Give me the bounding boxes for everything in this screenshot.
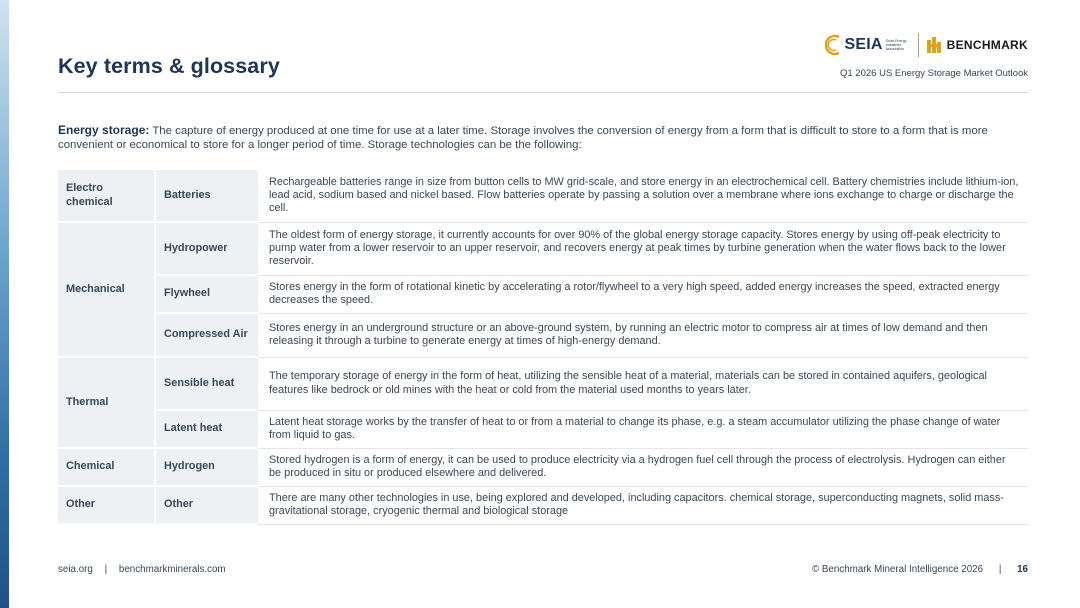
description-cell: Stored hydrogen is a form of energy, it can be used to produce electricity via a hydrogen fuel cell through the process of electrolysis. Hydrogen can either be produced in situ or produced elsewhere and delivered. <box>258 448 1028 486</box>
footer-separator: | <box>104 564 108 575</box>
description-cell: The temporary storage of energy in the form of heat, utilizing the sensible heat of a material, materials can be stored in contained aquifers, geological features like bedrock or old mines with the heat or cold from the material used months to years later. <box>258 357 1028 410</box>
footer-right <box>812 564 1028 575</box>
report-subtitle: Q1 2026 US Energy Storage Market Outlook <box>840 68 1028 79</box>
table-row <box>58 410 1028 448</box>
table-row <box>58 313 1028 357</box>
intro-paragraph <box>58 124 1026 152</box>
table-row <box>58 357 1028 410</box>
category-cell: Electro chemical <box>58 170 155 222</box>
description-cell: Latent heat storage works by the transfer of heat to or from a material to change its phase, e.g. a steam accumulator utilizing the phase change of water from liquid to gas. <box>258 410 1028 448</box>
benchmark-logo <box>927 37 1028 53</box>
category-cell: Chemical <box>58 448 155 486</box>
footer-separator: | <box>998 564 1002 575</box>
type-cell: Other <box>155 486 258 524</box>
type-cell: Batteries <box>155 170 258 222</box>
category-cell: Other <box>58 486 155 524</box>
category-cell: Mechanical <box>58 222 155 357</box>
type-cell: Hydrogen <box>155 448 258 486</box>
page-number: 16 <box>1017 564 1028 575</box>
partner-logos <box>825 30 1028 60</box>
seia-sun-icon <box>825 34 843 56</box>
benchmark-mark-icon <box>927 37 945 53</box>
type-cell: Sensible heat <box>155 357 258 410</box>
table-row <box>58 448 1028 486</box>
table-row <box>58 275 1028 313</box>
left-accent-stripe <box>0 0 9 608</box>
type-cell: Compressed Air <box>155 313 258 357</box>
seia-logo <box>825 30 911 60</box>
table-row <box>58 222 1028 275</box>
header-divider <box>58 92 1028 93</box>
description-cell: Stores energy in an underground structure or an above-ground system, by running an electric motor to compress air at times of low demand and then releasing it through a turbine to generate energy at times of high-energy demand. <box>258 313 1028 357</box>
footer-link-benchmark[interactable]: benchmarkminerals.com <box>118 564 226 575</box>
intro-term: Energy storage: <box>58 123 150 137</box>
page-title: Key terms & glossary <box>58 54 280 78</box>
type-cell: Latent heat <box>155 410 258 448</box>
type-cell: Flywheel <box>155 275 258 313</box>
description-cell: Stores energy in the form of rotational kinetic by accelerating a rotor/flywheel to a very high speed, added energy increases the speed, extracted energy decreases the speed. <box>258 275 1028 313</box>
intro-definition: The capture of energy produced at one time for use at a later time. Storage involves the conversion of energy from a form that is difficult to store to a form that is more convenient or economical to store for a longer period of time. Storage technologies can be the following: <box>58 125 988 151</box>
category-cell: Thermal <box>58 357 155 448</box>
type-cell: Hydropower <box>155 222 258 275</box>
glossary-table <box>58 170 1028 525</box>
seia-logo-text: SEIA <box>844 36 883 53</box>
seia-logo-subtext: Solar Energy Industries Association <box>885 38 907 52</box>
footer-links <box>58 564 226 575</box>
benchmark-logo-text: BENCHMARK <box>946 38 1028 52</box>
footer-copyright: © Benchmark Mineral Intelligence 2026 <box>811 564 984 575</box>
footer-link-seia[interactable]: seia.org <box>58 564 93 575</box>
table-row <box>58 486 1028 524</box>
description-cell: There are many other technologies in use, being explored and developed, including capacitors. chemical storage, superconducting magnets, solid mass-gravitational storage, cryogenic thermal and biological storage <box>258 486 1028 524</box>
table-row <box>58 170 1028 222</box>
description-cell: Rechargeable batteries range in size from button cells to MW grid-scale, and store energy in an electrochemical cell. Battery chemistries include lithium-ion, lead acid, sodium based and nickel based. Flow batteries operate by passing a solution over a membrane where ions exchange to charge or discharge the cell. <box>258 170 1028 222</box>
logo-divider <box>918 33 919 57</box>
description-cell: The oldest form of energy storage, it currently accounts for over 90% of the global energy storage capacity. Stores energy by using off-peak electricity to pump water from a lower reservoir to an upper reservoir, and recovers energy at peak times by turbine generation when the water flows back to the lower reservoir. <box>258 222 1028 275</box>
